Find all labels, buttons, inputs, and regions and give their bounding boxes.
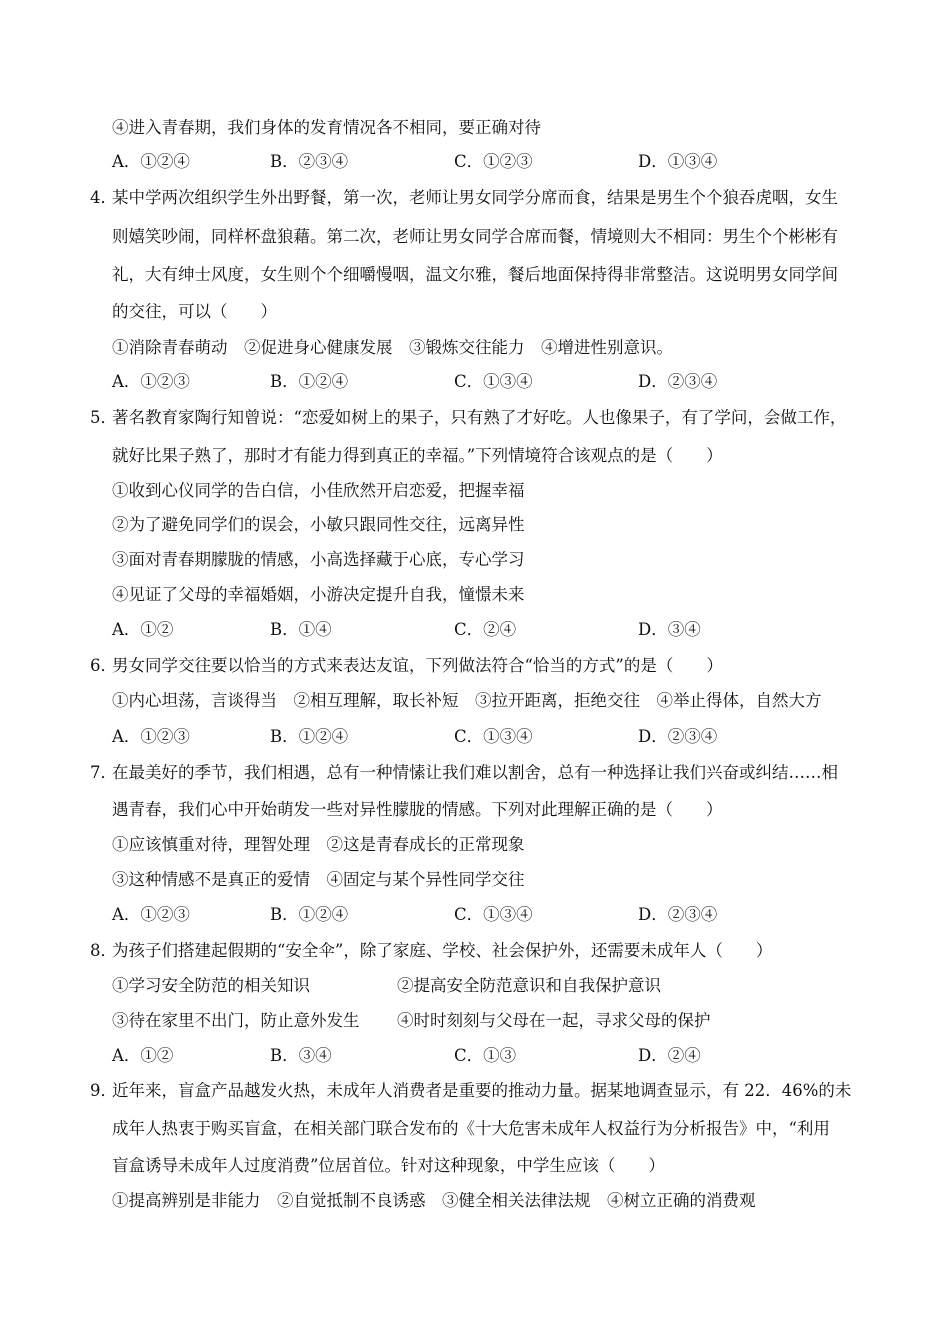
q6-number: 6． — [90, 656, 117, 675]
q7-option-d: D．②③④ — [638, 905, 718, 924]
q9-stem-line: 成年人热衷于购买盲盒，在相关部门联合发布的《十大危害未成年人权益行为分析报告》中，“利用 — [112, 1119, 830, 1138]
q6-option-d: D．②③④ — [638, 727, 718, 746]
q4-option-d: D．②③④ — [638, 372, 718, 391]
q5-stem-line: 著名教育家陶行知曾说：“恋爱如树上的果子，只有熟了才好吃。人也像果子，有了学问，会做工作， — [112, 408, 847, 427]
q6-option-b: B．①②④ — [270, 727, 349, 746]
q5-statement: ①收到心仪同学的告白信，小佳欣然开启恋爱，把握幸福 — [112, 481, 525, 500]
q4-option-a: A．①②③ — [112, 372, 190, 391]
q3-option-b: B．②③④ — [270, 152, 349, 171]
q5-option-b: B．①④ — [270, 620, 332, 639]
q8-statement: ③待在家里不出门，防止意外发生 — [112, 1011, 360, 1030]
q5-statement: ③面对青春期朦胧的情感，小高选择藏于心底，专心学习 — [112, 550, 525, 569]
q8-statement: ④时时刻刻与父母在一起，寻求父母的保护 — [397, 1011, 711, 1030]
q8-option-d: D．②④ — [638, 1046, 701, 1065]
q7-option-c: C．①③④ — [454, 905, 533, 924]
q5-statement: ②为了避免同学们的误会，小敏只跟同性交往，远离异性 — [112, 515, 525, 534]
q7-option-a: A．①②③ — [112, 905, 190, 924]
q4-stem-line: 某中学两次组织学生外出野餐，第一次，老师让男女同学分席而食，结果是男生个个狼吞虎咽，女生 — [112, 188, 838, 207]
q8-statement: ②提高安全防范意识和自我保护意识 — [397, 976, 661, 995]
q4-option-b: B．①②④ — [270, 372, 349, 391]
q4-statements: ①消除青春萌动 ②促进身心健康发展 ③锻炼交往能力 ④增进性别意识。 — [112, 338, 673, 357]
q8-option-c: C．①③ — [454, 1046, 517, 1065]
q9-statements: ①提高辨别是非能力 ②自觉抵制不良诱惑 ③健全相关法律法规 ④树立正确的消费观 — [112, 1191, 756, 1210]
q7-statement: ①应该慎重对待，理智处理 ②这是青春成长的正常现象 — [112, 835, 525, 854]
q5-statement: ④见证了父母的幸福婚姻，小游决定提升自我，憧憬未来 — [112, 585, 525, 604]
q7-stem-line: 遇青春，我们心中开始萌发一些对异性朦胧的情感。下列对此理解正确的是（ ） — [112, 800, 723, 819]
q6-statements: ①内心坦荡，言谈得当 ②相互理解，取长补短 ③拉开距离，拒绝交往 ④举止得体，自然大方 — [112, 691, 822, 710]
q5-number: 5． — [90, 408, 117, 427]
q4-stem-line: 的交往，可以（ ） — [112, 302, 277, 321]
q7-stem-line: 在最美好的季节，我们相遇，总有一种情愫让我们难以割舍，总有一种选择让我们兴奋或纠结……相 — [112, 763, 838, 782]
q9-stem-line: 盲盒诱导未成年人过度消费”位居首位。针对这种现象，中学生应该（ ） — [112, 1156, 665, 1175]
q5-option-a: A．①② — [112, 620, 174, 639]
q9-stem-line: 近年来，盲盒产品越发火热，未成年人消费者是重要的推动力量。据某地调查显示，有 22．46%的未 — [112, 1081, 852, 1100]
q7-number: 7． — [90, 763, 117, 782]
q3-option-c: C．①②③ — [454, 152, 533, 171]
q9-number: 9． — [90, 1081, 117, 1100]
q5-stem-line: 就好比果子熟了，那时才有能力得到真正的幸福。”下列情境符合该观点的是（ ） — [112, 446, 723, 465]
q4-stem-line: 则嬉笑吵闹，同样杯盘狼藉。第二次，老师让男女同学合席而餐，情境则大不相同：男生个个彬彬有 — [112, 227, 838, 246]
q5-option-d: D．③④ — [638, 620, 701, 639]
q6-option-c: C．①③④ — [454, 727, 533, 746]
q8-number: 8． — [90, 941, 117, 960]
q8-stem-line: 为孩子们搭建起假期的“安全伞”，除了家庭、学校、社会保护外，还需要未成年人（ ） — [112, 941, 773, 960]
q5-option-c: C．②④ — [454, 620, 517, 639]
q4-option-c: C．①③④ — [454, 372, 533, 391]
q6-stem-line: 男女同学交往要以恰当的方式来表达友谊，下列做法符合“恰当的方式”的是（ ） — [112, 656, 723, 675]
q7-option-b: B．①②④ — [270, 905, 349, 924]
q4-number: 4． — [90, 188, 117, 207]
q3-option-a: A．①②④ — [112, 152, 190, 171]
q3-statement-4: ④进入青春期，我们身体的发育情况各不相同，要正确对待 — [112, 118, 541, 137]
q8-option-b: B．③④ — [270, 1046, 332, 1065]
q3-option-d: D．①③④ — [638, 152, 718, 171]
q8-statement: ①学习安全防范的相关知识 — [112, 976, 310, 995]
q4-stem-line: 礼，大有绅士风度，女生则个个细嚼慢咽，温文尔雅，餐后地面保持得非常整洁。这说明男女同学间 — [112, 265, 838, 284]
q7-statement: ③这种情感不是真正的爱情 ④固定与某个异性同学交往 — [112, 870, 525, 889]
q6-option-a: A．①②③ — [112, 727, 190, 746]
q8-option-a: A．①② — [112, 1046, 174, 1065]
